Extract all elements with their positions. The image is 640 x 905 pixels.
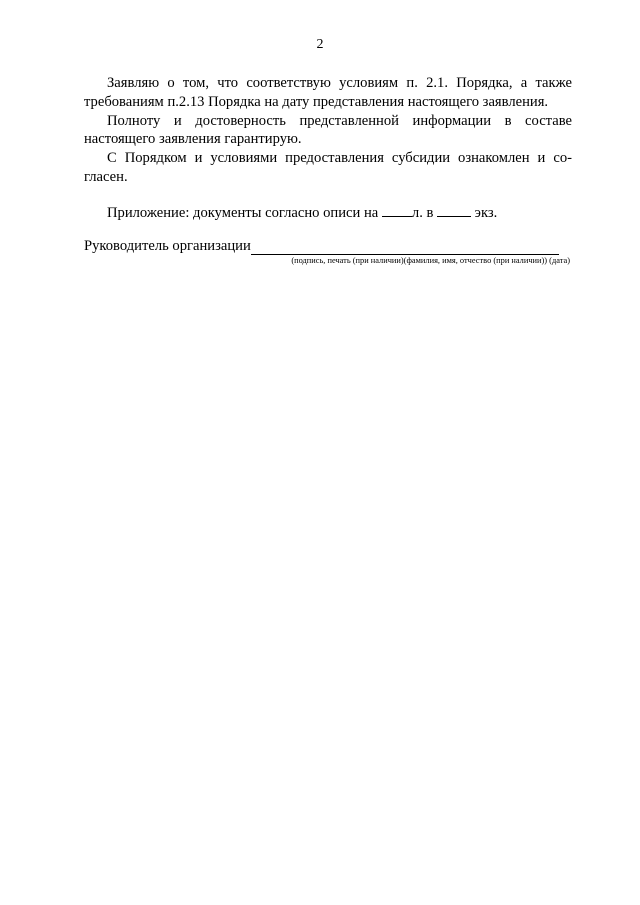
document-body (84, 74, 572, 266)
sheets-count-blank (382, 204, 412, 217)
annex-line (84, 204, 572, 223)
page-number: 2 (316, 37, 324, 52)
annex-text-start: Приложение: документы согласно описи на (107, 204, 382, 221)
signature-line (251, 241, 559, 255)
copies-count-blank (437, 204, 471, 217)
signature-caption: (подпись, печать (при наличии)(фамилия, имя, отчество (при наличии)) (дата) (291, 256, 570, 266)
signature-label: Руководитель организации (84, 237, 251, 254)
annex-text-end: экз. (471, 204, 498, 221)
annex-text-middle: л. в (411, 204, 438, 221)
paragraph-agreement: С Порядком и условиями предоставления субсидии ознакомлен и согласен. (84, 150, 572, 185)
paragraph-accuracy-guarantee: Полноту и достоверность представленной информации в составе настоящего заявления гарантирую. (84, 112, 572, 148)
paragraph-compliance-statement: Заявляю о том, что соответствую условиям п. 2.1. Порядка, а также требованиям п.2.13 Порядка на дату представления настоящего заявления. (84, 75, 572, 110)
signature-row (84, 237, 572, 256)
